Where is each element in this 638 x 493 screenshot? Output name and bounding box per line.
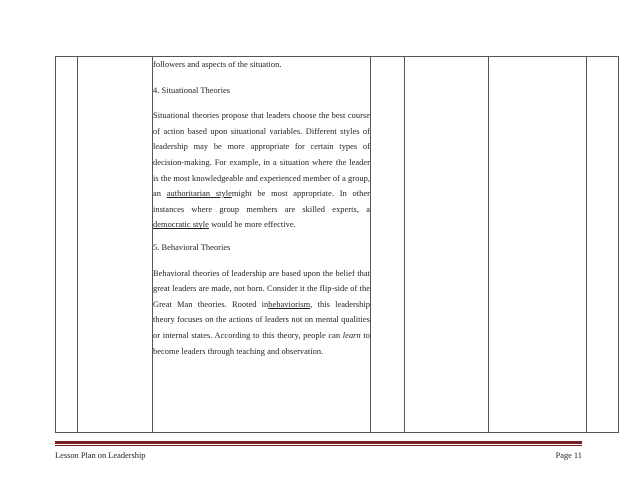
emphasis-learn: learn [342,330,361,340]
lesson-plan-table [55,56,619,433]
paragraph-behavioral: Behavioral theories of leadership are based upon the belief that great leaders are made, not born. Consider it the flip-side of the Great Man theories. Rooted inbehaviorism, this leadership theory focuses on the actions of leaders not on mental qualities or internal states. According to this theory, people can learn to become leaders through teaching and observation. [153,268,370,356]
heading-behavioral-theories: 5. Behavioral Theories [153,242,231,252]
link-authoritarian-style[interactable]: authoritarian style [166,189,232,199]
paragraph-situational: Situational theories propose that leaders choose the best course of action based upon situational variables. Different styles of leadership may be more appropriate for certain types of decision-making. For example, in a situation where the leader is the most knowledgeable and experienced member of a group, an authoritarian stylemight be most appropriate. In other instances where group members are skilled experts, a democratic style would be more effective. [153,111,370,230]
link-behaviorism[interactable]: behaviorism [268,299,311,309]
link-democratic-style[interactable]: democratic style [153,220,209,230]
footer-rule-thick [55,441,582,444]
footer-rule-thin [55,445,582,446]
table-cell-empty [489,57,587,433]
table-cell-empty [78,57,153,433]
heading-situational-theories: 4. Situational Theories [153,85,231,95]
table-cell-empty [405,57,489,433]
table-row [56,57,619,433]
table-cell-empty [56,57,78,433]
table-cell-content [153,57,371,433]
footer-title: Lesson Plan on Leadership [55,451,146,460]
paragraph-situation-end: followers and aspects of the situation. [153,60,282,69]
table-cell-empty [371,57,405,433]
table-cell-empty [587,57,619,433]
page-number: Page 11 [555,451,582,460]
